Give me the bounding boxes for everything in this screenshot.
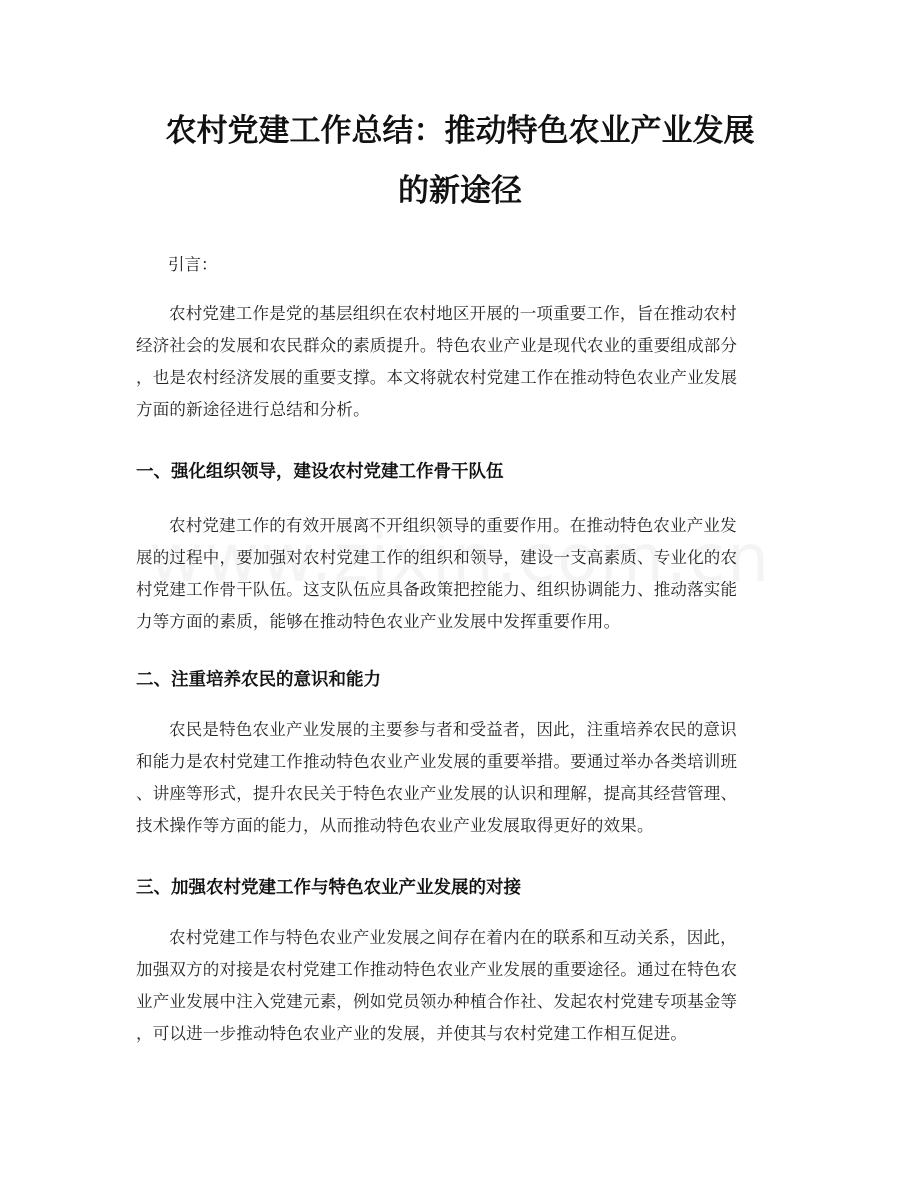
paragraph-line: 农民是特色农业产业发展的主要参与者和受益者，因此，注重培养农民的意识 (169, 720, 737, 739)
paragraph-line: 业产业发展中注入党建元素，例如党员领办种植合作社、发起农村党建专项基金等 (136, 992, 738, 1011)
paragraph-line: ，可以进一步推动特色农业产业的发展，并使其与农村党建工作相互促进。 (136, 1024, 688, 1043)
section-1-paragraph (136, 510, 796, 638)
section-3-heading: 三、加强农村党建工作与特色农业产业发展的对接 (136, 878, 521, 898)
document-title-line-2: 的新途径 (398, 173, 522, 209)
section-2-paragraph (136, 714, 796, 842)
paragraph-line: 和能力是农村党建工作推动特色农业产业发展的重要举措。要通过举办各类培训班 (136, 752, 738, 771)
paragraph-line: 农村党建工作与特色农业产业发展之间存在着内在的联系和互动关系，因此， (169, 928, 737, 947)
paragraph-line: 经济社会的发展和农民群众的素质提升。特色农业产业是现代农业的重要组成部分 (136, 336, 738, 355)
section-1-heading: 一、强化组织领导，建设农村党建工作骨干队伍 (136, 462, 504, 482)
paragraph-line: 村党建工作骨干队伍。这支队伍应具备政策把控能力、组织协调能力、推动落实能 (136, 580, 738, 599)
paragraph-line: 方面的新途径进行总结和分析。 (136, 400, 370, 419)
paragraph-line: 技术操作等方面的能力，从而推动特色农业产业发展取得更好的效果。 (136, 816, 654, 835)
paragraph-line: 、讲座等形式，提升农民关于特色农业产业发展的认识和理解，提高其经营管理、 (136, 784, 738, 803)
paragraph-line: 力等方面的素质，能够在推动特色农业产业发展中发挥重要作用。 (136, 612, 621, 631)
paragraph-line: ，也是农村经济发展的重要支撑。本文将就农村党建工作在推动特色农业产业发展 (136, 368, 738, 387)
document-title-line-1: 农村党建工作总结：推动特色农业产业发展 (165, 113, 755, 149)
section-2-heading: 二、注重培养农民的意识和能力 (136, 670, 381, 690)
intro-paragraph (136, 298, 796, 426)
section-3-paragraph (136, 922, 796, 1050)
intro-label: 引言： (168, 255, 218, 274)
paragraph-line: 加强双方的对接是农村党建工作推动特色农业产业发展的重要途径。通过在特色农 (136, 960, 738, 979)
paragraph-line: 农村党建工作是党的基层组织在农村地区开展的一项重要工作，旨在推动农村 (169, 304, 737, 323)
paragraph-line: 农村党建工作的有效开展离不开组织领导的重要作用。在推动特色农业产业发 (169, 516, 737, 535)
paragraph-line: 展的过程中，要加强对农村党建工作的组织和领导，建设一支高素质、专业化的农 (136, 548, 738, 567)
